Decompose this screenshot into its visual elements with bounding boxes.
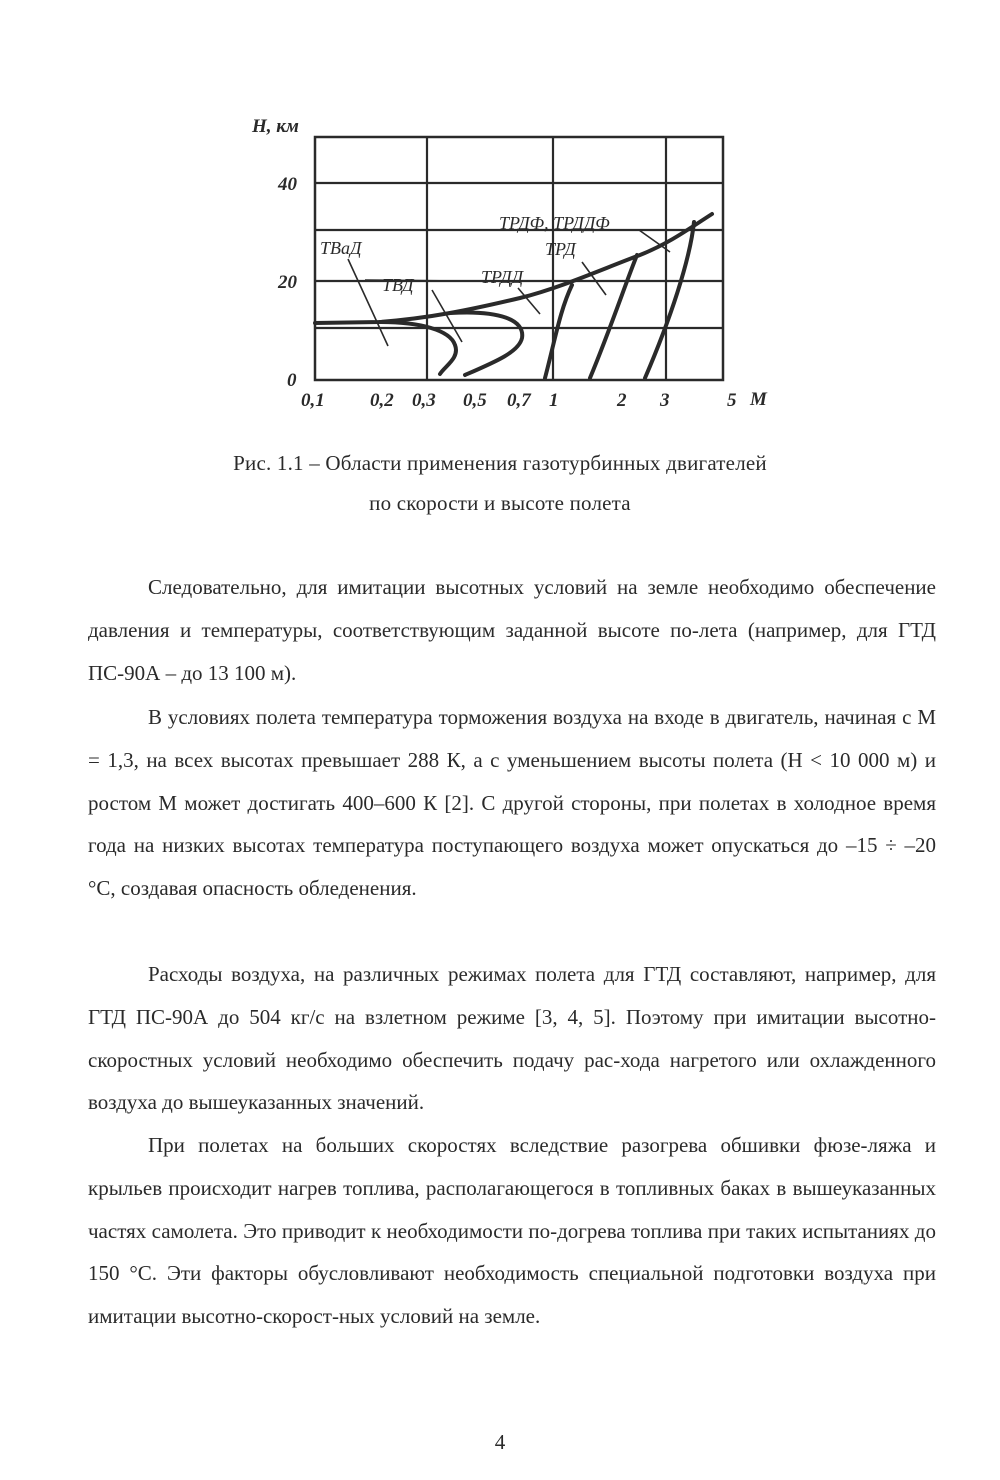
region-label-trdf: ТРДФ, ТРДДФ xyxy=(499,213,610,233)
body-paragraph: В условиях полета температура торможения воздуха на входе в двигатель, начиная с M = 1,3, на всех высотах превышает 288 К, а с уменьшением высоты полета (H < 10 000 м) и ростом M может достигать 400–600 К [2]. С другой стороны, при полетах в холодное время года на низких высотах температура поступающего воздуха может опускаться до –15 ÷ –20 °С, создавая опасность обледенения. xyxy=(88,705,936,901)
figure-caption-line-2: по скорости и высоте полета xyxy=(369,491,631,515)
leader-tvd-h xyxy=(365,280,463,281)
leader-tvad xyxy=(348,259,388,346)
y-tick-label: 40 xyxy=(278,174,297,195)
x-tick-label: 0,5 xyxy=(463,390,487,411)
leader-trd xyxy=(582,262,606,295)
x-tick-label: 0,2 xyxy=(370,390,394,411)
x-tick-label: 5 xyxy=(727,390,737,411)
page-number: 4 xyxy=(494,1430,506,1454)
body-paragraph: Следовательно, для имитации высотных условий на земле необходимо обеспечение давления и температуры, соответствующим заданной высоте по-лета (например, для ГТД ПС-90А – до 13 100 м). xyxy=(88,575,936,685)
x-tick-label: 1 xyxy=(549,390,559,411)
series-trdf-line xyxy=(645,222,694,378)
body-paragraph: Расходы воздуха, на различных режимах полета для ГТД составляют, например, для ГТД ПС-90А до 504 кг/с на взлетном режиме [3, 4, 5]. Поэтому при имитации высотно-скоростных условий необходимо обеспечить подачу рас-хода нагретого или охлажденного воздуха до вышеуказанных значений. xyxy=(88,962,936,1115)
series-trdd-line xyxy=(450,312,522,375)
y-tick-label: 0 xyxy=(287,370,297,391)
x-axis-label: M xyxy=(750,389,767,410)
figure-caption-line-1: Рис. 1.1 – Области применения газотурбинных двигателей xyxy=(233,451,767,475)
x-tick-label: 0,3 xyxy=(412,390,436,411)
region-label-trd: ТРД xyxy=(545,239,576,259)
region-label-tvad: ТВаД xyxy=(320,238,362,258)
series-tvd-line xyxy=(380,322,456,374)
region-label-tvd: ТВД xyxy=(382,275,414,295)
body-paragraph: При полетах на больших скоростях вследствие разогрева обшивки фюзе-ляжа и крыльев происходит нагрев топлива, располагающегося в топливных баках в вышеуказанных частях самолета. Это приводит к необходимости по-догрева топлива при таких испытаниях до 150 °С. Эти факторы обусловливают необходимость специальной подготовки воздуха при имитации высотно-скорост-ных условий на земле. xyxy=(88,1133,936,1329)
x-tick-label: 0,7 xyxy=(507,390,531,411)
y-axis-label: H, км xyxy=(252,116,299,137)
flight-envelope-chart xyxy=(0,0,1000,420)
figure xyxy=(0,0,1000,420)
x-tick-label: 2 xyxy=(617,390,627,411)
region-label-trdd: ТРДД xyxy=(481,267,524,287)
y-tick-label: 20 xyxy=(278,272,297,293)
series-trd-line-1 xyxy=(545,285,572,378)
x-tick-label: 3 xyxy=(660,390,670,411)
x-tick-label: 0,1 xyxy=(301,390,325,411)
